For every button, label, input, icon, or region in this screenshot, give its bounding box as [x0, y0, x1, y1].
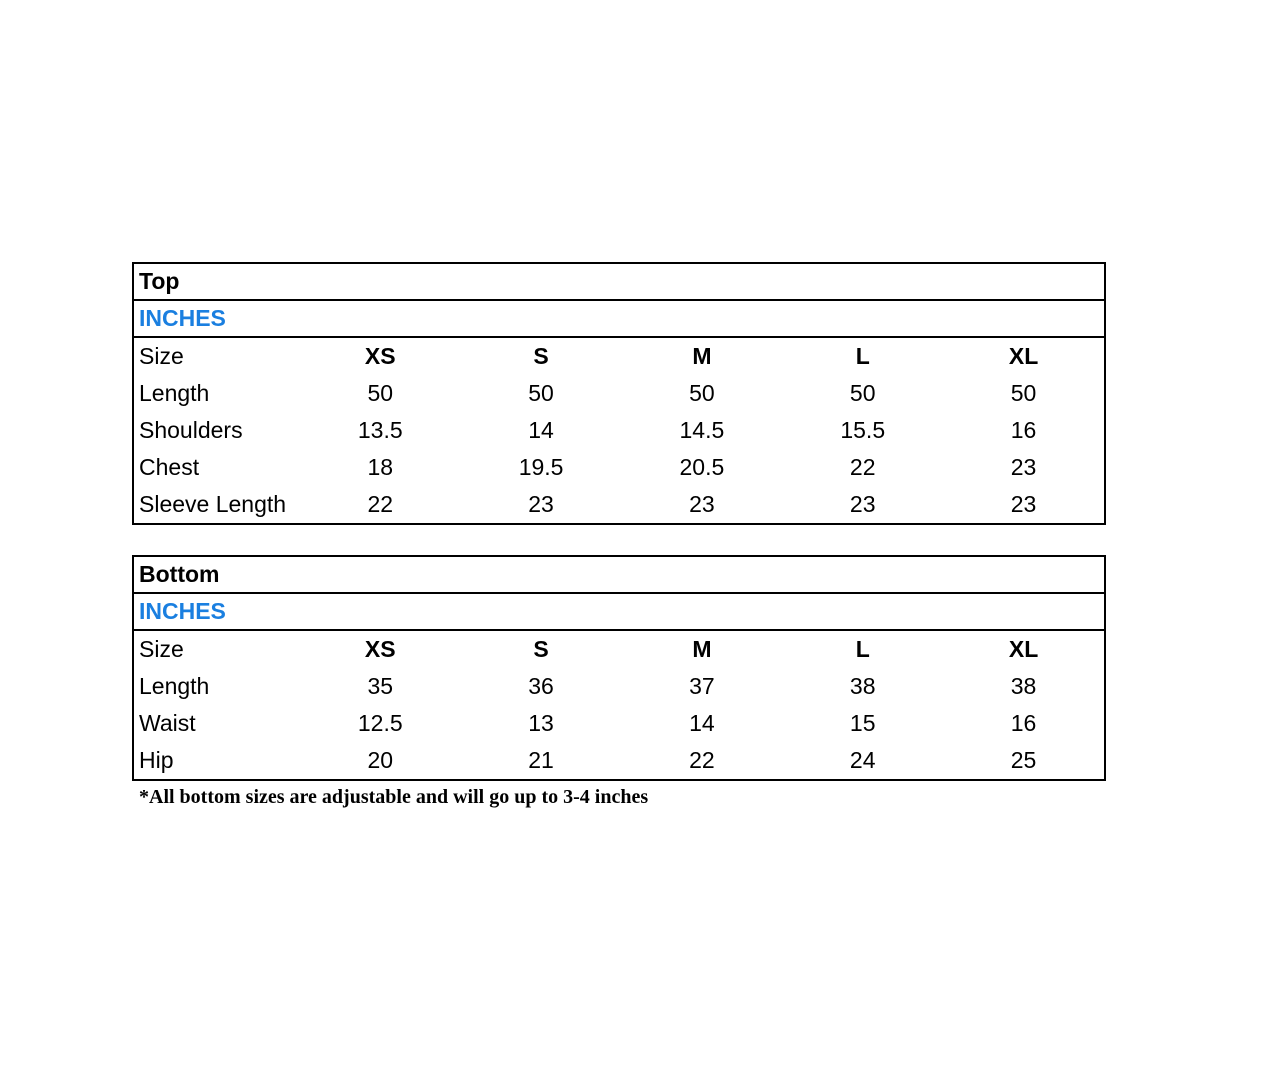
table-cell: 50	[367, 380, 394, 406]
table-cell: 50	[849, 380, 876, 406]
table-title: Bottom	[134, 557, 1104, 594]
size-header-l: L	[855, 636, 870, 662]
table-row	[134, 742, 1104, 779]
table-cell: 23	[689, 491, 715, 517]
footnote: *All bottom sizes are adjustable and will go up to 3-4 inches	[139, 786, 649, 808]
table-cell: 38	[849, 673, 876, 699]
table-cell: 14	[689, 710, 715, 736]
size-header-l: L	[855, 343, 870, 369]
table-row	[134, 449, 1104, 486]
table-cell: 14.5	[679, 417, 725, 443]
bottom-size-table	[132, 555, 1106, 781]
table-cell: 50	[1010, 380, 1037, 406]
table-cell: 23	[849, 491, 876, 517]
row-label: Size	[139, 636, 184, 662]
size-header-m: M	[692, 343, 712, 369]
table-cell: 22	[689, 747, 715, 773]
table-row	[134, 486, 1104, 523]
table-cell: 19.5	[518, 454, 564, 480]
row-label: Chest	[139, 454, 200, 480]
unit-label: INCHES	[134, 594, 1104, 631]
top-size-table	[132, 262, 1106, 525]
table-cell: 38	[1010, 673, 1037, 699]
table-cell: 14	[528, 417, 554, 443]
table-cell: 50	[528, 380, 554, 406]
table-cell: 50	[689, 380, 715, 406]
table-cell: 16	[1010, 417, 1037, 443]
table-cell: 12.5	[357, 710, 403, 736]
table-cell: 15	[849, 710, 876, 736]
table-cell: 36	[528, 673, 554, 699]
size-header-m: M	[692, 636, 712, 662]
size-header-s: S	[533, 636, 549, 662]
table-cell: 35	[367, 673, 394, 699]
table-row	[134, 668, 1104, 705]
size-header-xs: XS	[364, 636, 396, 662]
table-cell: 20.5	[679, 454, 725, 480]
table-cell: 13	[528, 710, 554, 736]
table-row	[134, 705, 1104, 742]
size-header-row	[134, 631, 1104, 668]
row-label: Waist	[139, 710, 196, 736]
unit-label: INCHES	[134, 301, 1104, 338]
size-header-xl: XL	[1008, 343, 1039, 369]
table-cell: 21	[528, 747, 554, 773]
size-header-row	[134, 338, 1104, 375]
table-cell: 15.5	[840, 417, 886, 443]
table-cell: 23	[1010, 491, 1037, 517]
size-header-s: S	[533, 343, 549, 369]
table-cell: 18	[367, 454, 394, 480]
table-cell: 13.5	[357, 417, 403, 443]
row-label: Size	[139, 343, 184, 369]
row-label: Shoulders	[139, 417, 243, 443]
row-label: Length	[139, 673, 210, 699]
size-header-xs: XS	[364, 343, 396, 369]
table-cell: 24	[849, 747, 876, 773]
table-title: Top	[134, 264, 1104, 301]
row-label: Length	[139, 380, 210, 406]
table-cell: 25	[1010, 747, 1037, 773]
table-cell: 37	[689, 673, 715, 699]
row-label: Hip	[139, 747, 174, 773]
table-cell: 16	[1010, 710, 1037, 736]
table-cell: 23	[1010, 454, 1037, 480]
table-cell: 22	[849, 454, 876, 480]
table-row	[134, 375, 1104, 412]
table-cell: 20	[367, 747, 394, 773]
table-cell: 23	[528, 491, 554, 517]
row-label: Sleeve Length	[139, 491, 287, 517]
size-header-xl: XL	[1008, 636, 1039, 662]
table-cell: 22	[367, 491, 394, 517]
table-row	[134, 412, 1104, 449]
